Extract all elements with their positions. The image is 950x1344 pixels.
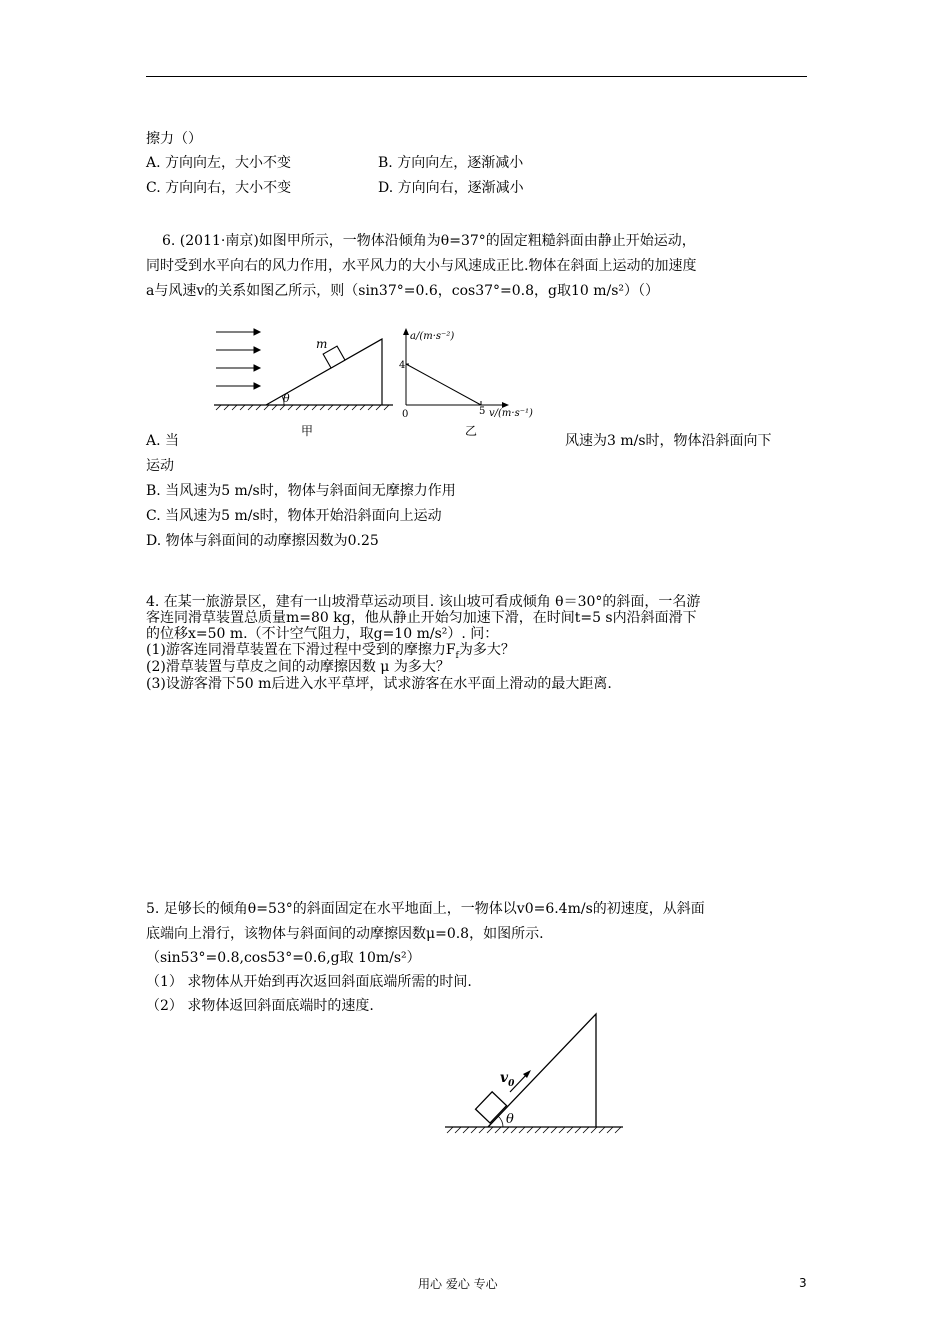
q6-stem-line3: a与风速v的关系如图乙所示，则（sin37°=0.6，cos37°=0.8，g取10 m/s²）（） (146, 283, 660, 299)
page-number: 3 (799, 1276, 807, 1290)
v0-label: $v_0$ (500, 1070, 515, 1089)
q6-option-a-cont: 运动 (146, 458, 174, 474)
q4-sub1-end: 为多大？ (458, 642, 515, 658)
angle-label: θ (283, 392, 290, 405)
q-prev-option-c: C. 方向向右，大小不变 (146, 180, 292, 196)
footer-slogan: 用心 爱心 专心 (418, 1277, 498, 1291)
x-tick-5: 5 (479, 406, 486, 417)
q6-option-c: C. 当风速为5 m/s时，物体开始沿斜面向上运动 (146, 508, 442, 524)
mass-label: m (316, 337, 328, 351)
q6-option-a-left: A. 当 (146, 433, 180, 449)
q-prev-option-a: A. 方向向左，大小不变 (146, 155, 292, 171)
q5-incline-figure (440, 1010, 630, 1140)
q6-option-a-right: 风速为3 m/s时，物体沿斜面向下 (565, 433, 772, 449)
q4-stem-line1: 4. 在某一旅游景区，建有一山坡滑草运动项目. 该山坡可看成倾角 θ＝30°的斜面，一名游 (146, 594, 701, 610)
q4-stem-line3: 的位移x=50 m.（不计空气阻力，取g=10 m/s²）. 问： (146, 626, 499, 642)
q4-sub3: (3)设游客滑下50 m后进入水平草坪，试求游客在水平面上滑动的最大距离. (146, 676, 612, 692)
figure-jia-caption: 甲 (301, 424, 314, 438)
q6-option-b: B. 当风速为5 m/s时，物体与斜面间无摩擦力作用 (146, 483, 456, 499)
q5-sub1: （1） 求物体从开始到再次返回斜面底端所需的时间. (146, 974, 472, 990)
q6-stem-line2: 同时受到水平向右的风力作用，水平风力的大小与风速成正比.物体在斜面上运动的加速度 (146, 258, 697, 274)
y-tick-4: 4 (399, 360, 406, 371)
q4-sub2: (2)滑草装置与草皮之间的动摩擦因数 μ 为多大？ (146, 659, 450, 675)
figure-jia-incline (214, 329, 393, 438)
q5-stem-line3: （sin53°=0.8,cos53°=0.6,g取 10m/s²） (146, 950, 421, 966)
q-prev-option-b: B. 方向向左，逐渐减小 (378, 155, 524, 171)
q4-sub1-text: (1)游客连同滑草装置在下滑过程中受到的摩擦力F (146, 642, 456, 658)
q5-sub2: （2） 求物体返回斜面底端时的速度. (146, 998, 374, 1014)
q6-figures (210, 322, 540, 438)
y-axis-label: a/(m·s⁻²) (410, 331, 455, 342)
q4-sub1-subscript: f (455, 650, 459, 661)
q6-stem-line1: 6. (2011·南京)如图甲所示，一物体沿倾角为θ=37°的固定粗糙斜面由静止开始运动， (162, 233, 696, 249)
x-axis-label: v/(m·s⁻¹) (489, 408, 533, 419)
q5-stem-line1: 5. 足够长的倾角θ=53°的斜面固定在水平地面上，一物体以v0=6.4m/s的初速度，从斜面 (146, 901, 705, 917)
q5-angle-label: θ (506, 1112, 514, 1127)
q6-option-d: D. 物体与斜面间的动摩擦因数为0.25 (146, 533, 379, 549)
figure-yi-caption: 乙 (465, 424, 478, 438)
origin-label: 0 (402, 409, 409, 420)
q5-stem-line2: 底端向上滑行，该物体与斜面间的动摩擦因数μ=0.8，如图所示. (146, 926, 544, 942)
q4-stem-line2: 客连同滑草装置总质量m=80 kg，他从静止开始匀加速下滑，在时间t=5 s内沿斜面滑下 (146, 610, 697, 626)
figure-yi-graph (399, 328, 533, 438)
header-rule (146, 76, 807, 77)
q-prev-option-d: D. 方向向右，逐渐减小 (378, 180, 524, 196)
q-prev-stem-tail: 擦力（） (146, 131, 202, 147)
